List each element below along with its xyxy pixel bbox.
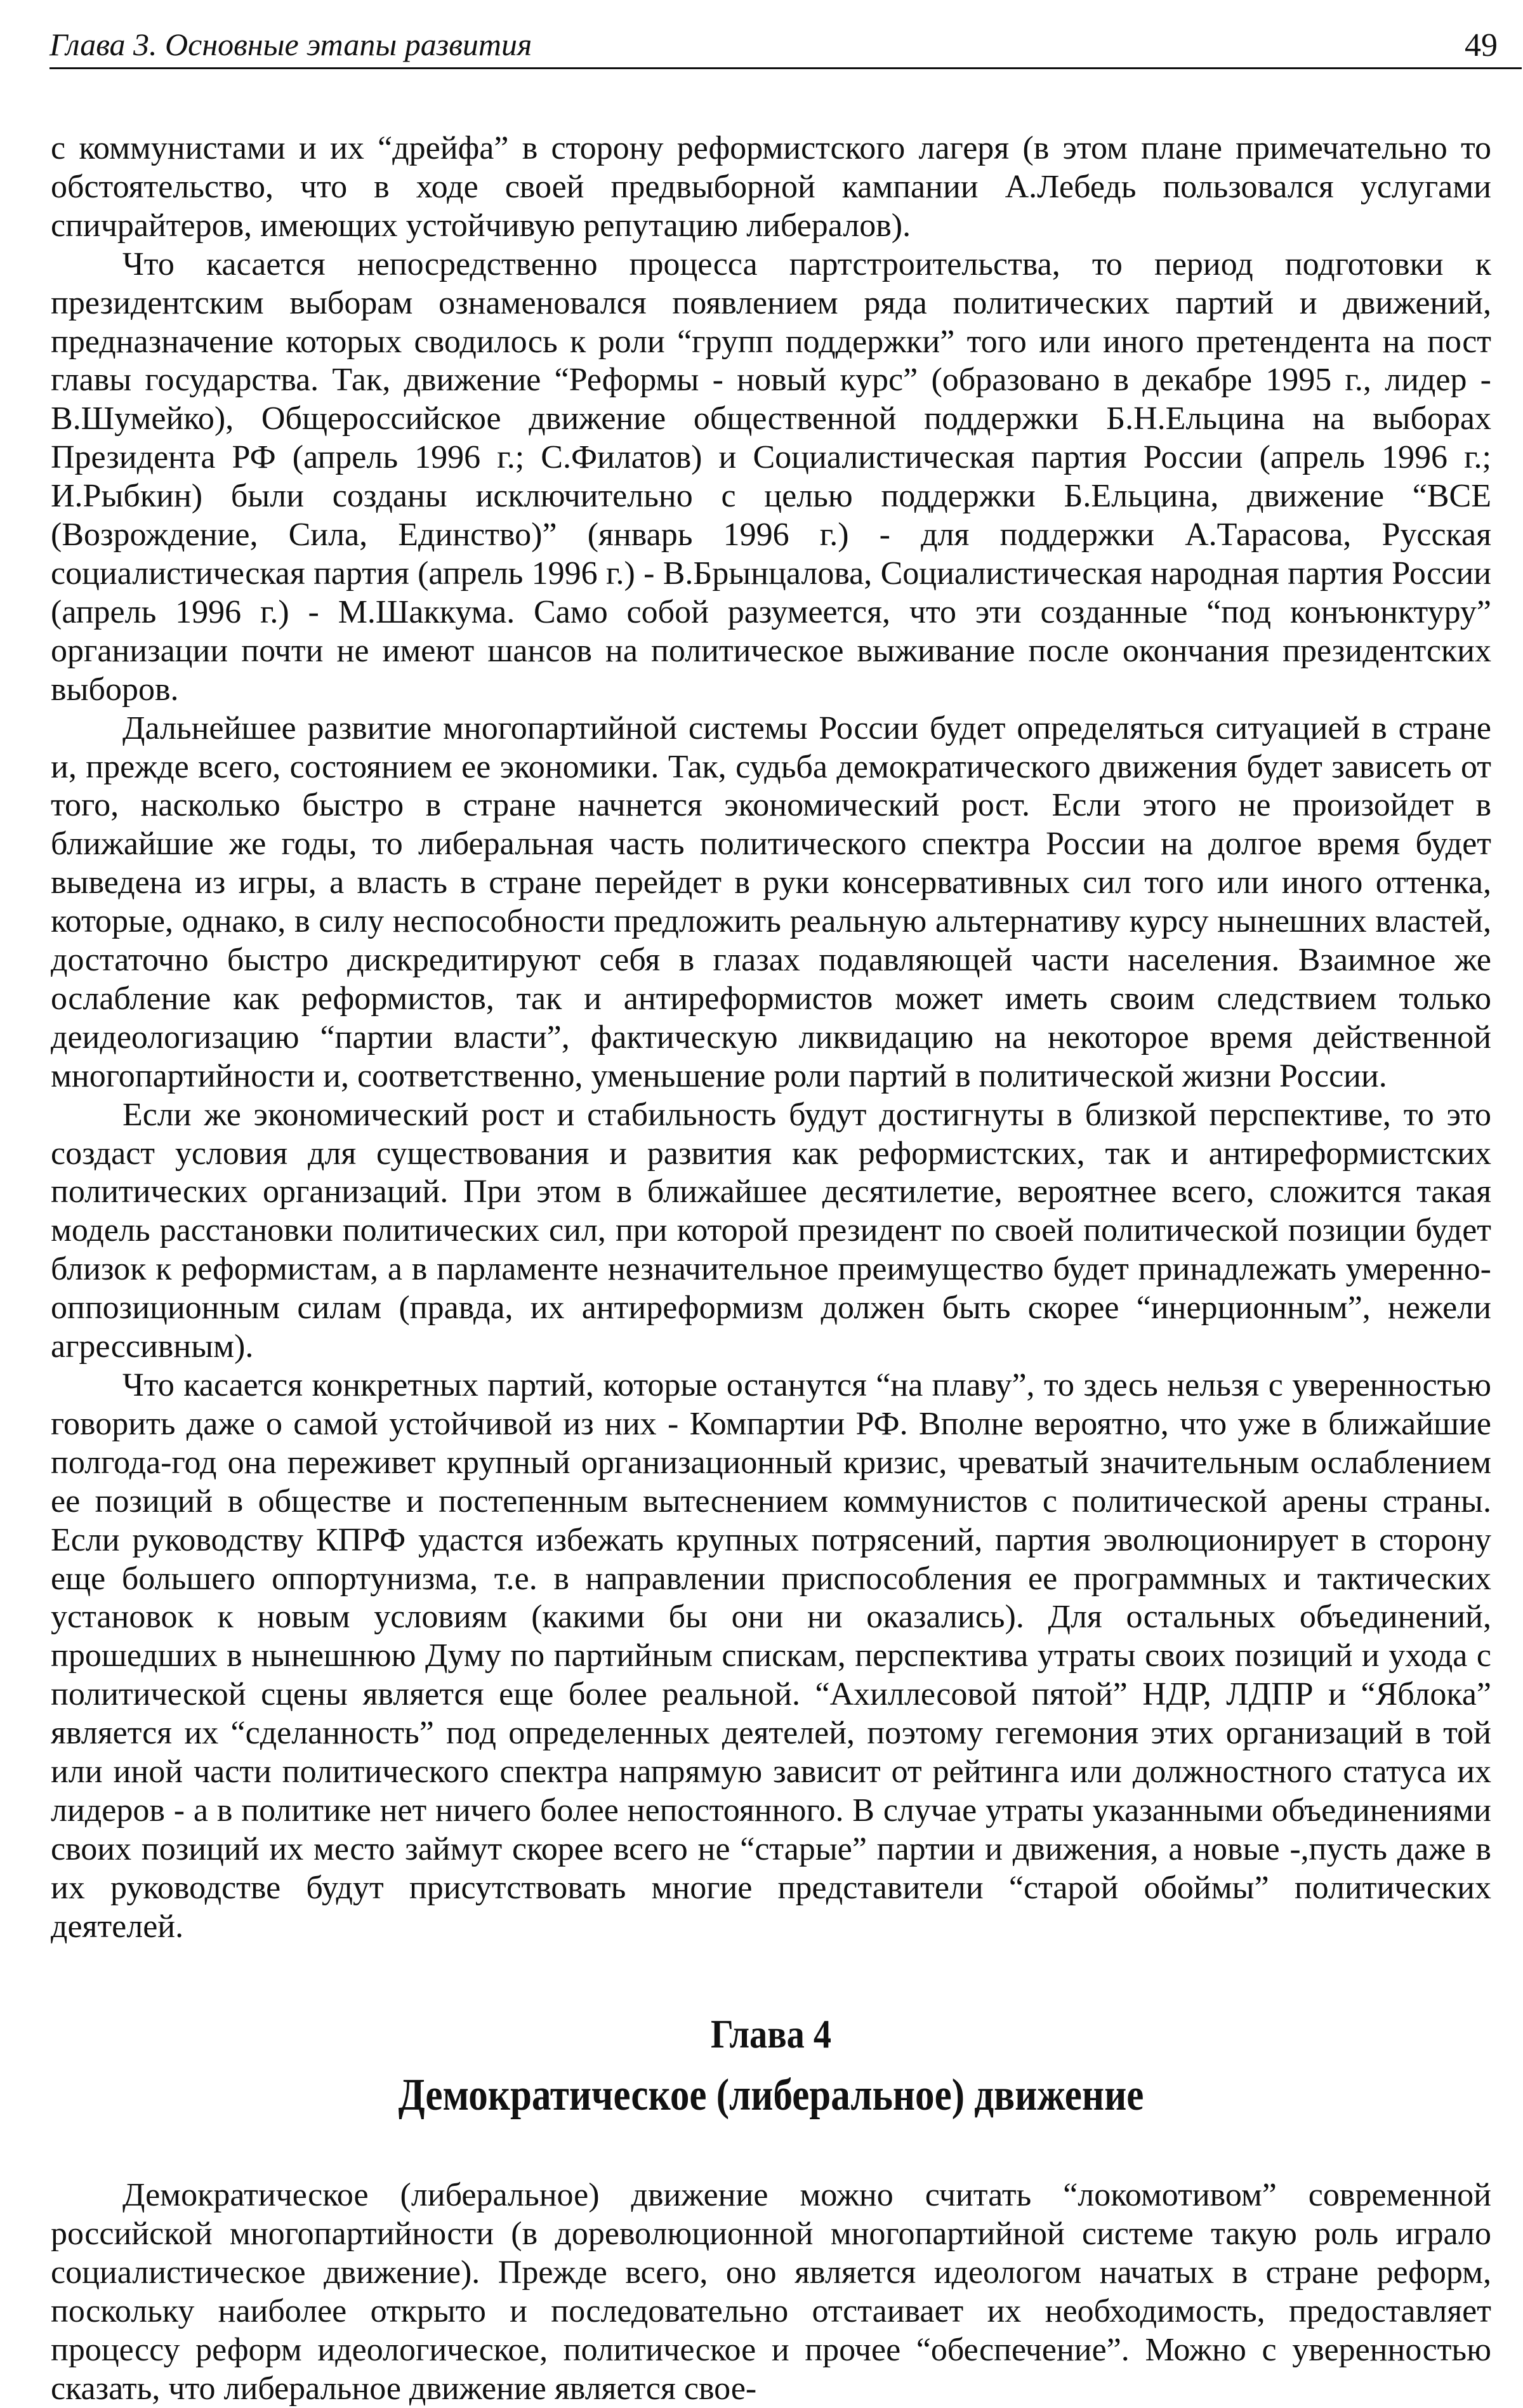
paragraph: Если же экономический рост и стабильность будут достигнуты в близкой перспективе, то это создаст условия для существования и развития как реформистских, так и антиреформистских политических организаций. При этом в ближайшее десятилетие, вероятнее всего, сложится такая модель расстановки политических сил, при которой президент по своей политической позиции будет близок к реформистам, а в парламенте незначительное преимущество будет принадлежать умеренно-оппозиционным силам (правда, их антиреформизм должен быть скорее “инерционным”, нежели агрессивным).: [51, 1096, 1491, 1365]
paragraph: с коммунистами и их “дрейфа” в сторону реформистского лагеря (в этом плане примечательно то обстоятельство, что в ходе своей предвыборной кампании А.Лебедь пользовался услугами спичрайтеров, имеющих устойчивую репутацию либералов).: [51, 130, 1491, 244]
paragraph: Что касается конкретных партий, которые останутся “на плаву”, то здесь нельзя с уверенностью говорить даже о самой устойчивой из них - Компартии РФ. Вполне вероятно, что уже в ближайшие полгода-год она переживет крупный организационный кризис, чреватый значительным ослаблением ее позиций в обществе и постепенным вытеснением коммунистов с политической арены страны. Если руководству КПРФ удастся избежать крупных потрясений, партия эволюционирует в сторону еще большего оппортунизма, т.е. в направлении приспособления ее программных и тактических установок к новым условиям (какими бы они ни оказались). Для остальных объединений, прошедших в нынешнюю Думу по партийным спискам, перспектива утраты своих позиций и ухода с политической сцены является еще более реальной. “Ахиллесовой пятой” НДР, ЛДПР и “Яблока” является их “сделанность” под определенных деятелей, поэтому гегемония этих организаций в той или иной части политического спектра напрямую зависит от рейтинга или должностного статуса их лидеров - а в политике нет ничего более непостоянного. В случае утраты указанными объединениями своих позиций их место займут скорее всего не “старые” партии и движения, а новые -,пусть даже в их руководстве будут присутствовать многие представители “старой обоймы” политических деятелей.: [51, 1367, 1491, 1945]
chapter-title: Демократическое (либеральное) движение: [398, 2070, 1144, 2120]
paragraph: Что касается непосредственно процесса партстроительства, то период подготовки к президентским выборам ознаменовался появлением ряда политических партий и движений, предназначение которых сводилось к роли “групп поддержки” того или иного претендента на пост главы государства. Так, движение “Реформы - новый курс” (образовано в декабре 1995 г., лидер - В.Шумейко), Общероссийское движение общественной поддержки Б.Н.Ельцина на выборах Президента РФ (апрель 1996 г.; С.Филатов) и Социалистическая партия России (апрель 1996 г.; И.Рыбкин) были созданы исключительно с целью поддержки Б.Ельцина, движение “ВСЕ (Возрождение, Сила, Единство)” (январь 1996 г.) - для поддержки А.Тарасова, Русская социалистическая партия (апрель 1996 г.) - В.Брынцалова, Социалистическая народная партия России (апрель 1996 г.) - М.Шаккума. Само собой разумеется, что эти созданные “под конъюнктуру” организации почти не имеют шансов на политическое выживание после окончания президентских выборов.: [51, 246, 1491, 708]
paragraph: Демократическое (либеральное) движение можно считать “локомотивом” современной российской многопартийности (в дореволюционной многопартийной системе такую роль играло социалистическое движение). Прежде всего, оно является идеологом начатых в стране реформ, поскольку наиболее открыто и последовательно отстаивает их необходимость, предоставляет процессу реформ идеологическое, политическое и прочее “обеспечение”. Можно с уверенностью сказать, что либеральное движение является свое-: [51, 2177, 1491, 2407]
paragraph: Дальнейшее развитие многопартийной системы России будет определяться ситуацией в стране и, прежде всего, состоянием ее экономики. Так, судьба демократического движения будет зависеть от того, насколько быстро в стране начнется экономический рост. Если этого не произойдет в ближайшие же годы, то либеральная часть политического спектра России на долгое время будет выведена из игры, а власть в стране перейдет в руки консервативных сил того или иного оттенка, которые, однако, в силу неспособности предложить реальную альтернативу курсу нынешних властей, достаточно быстро дискредитируют себя в глазах подавляющей части населения. Взаимное же ослабление как реформистов, так и антиреформистов может иметь своим следствием только деидеологизацию “партии власти”, фактическую ликвидацию на некоторое время действенной многопартийности и, соответственно, уменьшение роли партий в политической жизни России.: [51, 710, 1491, 1094]
running-header: [49, 25, 1522, 69]
chapter-heading: [51, 2008, 1491, 2126]
running-title: Глава 3. Основные этапы развития: [49, 27, 532, 62]
chapter-4-body: [51, 2176, 1491, 2408]
page-number: 49: [1465, 27, 1498, 63]
chapter-3-body: [51, 129, 1491, 1947]
chapter-number: Глава 4: [710, 2011, 832, 2056]
